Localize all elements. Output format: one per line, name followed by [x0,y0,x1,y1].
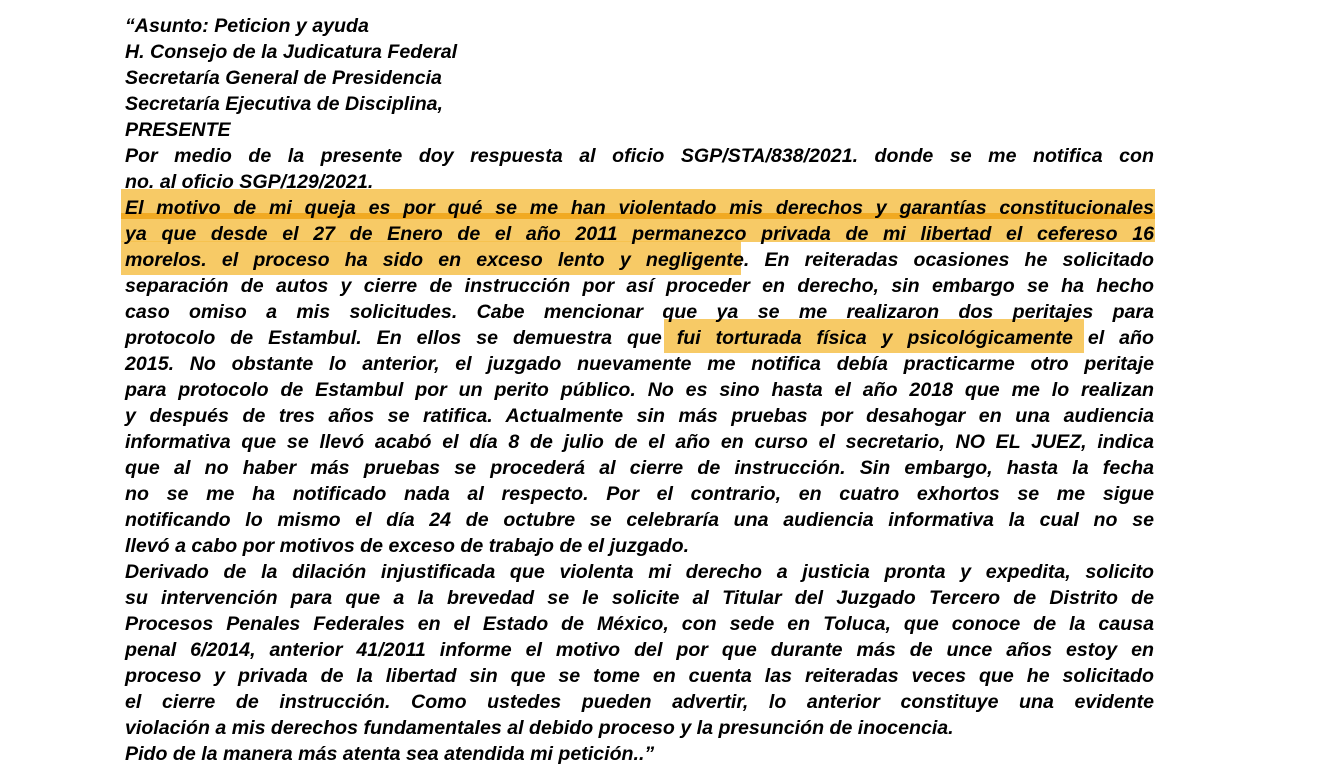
recipient-secretariat-discipline: Secretaría Ejecutiva de Disciplina, [125,93,444,115]
body-line: El motivo de mi queja es por qué se me han violentado mis derechos y garantías constitucionales [125,197,1154,219]
recipient-secretariat-general: Secretaría General de Presidencia [125,67,442,89]
body-line: ya que desde el 27 de Enero de el año 2011 permanezco privada de mi libertad el cefereso 16 [125,223,1154,245]
body-line: caso omiso a mis solicitudes. Cabe mencionar que ya se me realizaron dos peritajes para [125,301,1154,323]
recipient-council: H. Consejo de la Judicatura Federal [125,41,458,63]
body-line: Por medio de la presente doy respuesta al oficio SGP/STA/838/2021. donde se me notifica con [125,145,1154,167]
body-line: notificando lo mismo el día 24 de octubre se celebraría una audiencia informativa la cual no se [125,509,1154,531]
body-line: protocolo de Estambul. En ellos se demuestra que fui torturada física y psicológicamente el año [125,327,1154,349]
body-line: penal 6/2014, anterior 41/2011 informe el motivo del por que durante más de unce años estoy en [125,639,1154,661]
closing-line: Pido de la manera más atenta sea atendida mi petición..” [125,743,655,765]
body-line: su intervención para que a la brevedad se le solicite al Titular del Juzgado Tercero de Distrito de [125,587,1154,609]
body-line: Procesos Penales Federales en el Estado de México, con sede en Toluca, que conoce de la causa [125,613,1154,635]
subject-line: “Asunto: Peticion y ayuda [125,15,369,37]
body-line: 2015. No obstante lo anterior, el juzgado nuevamente me notifica debía practicarme otro peritaje [125,353,1154,375]
body-line: el cierre de instrucción. Como ustedes pueden advertir, lo anterior constituye una evidente [125,691,1154,713]
body-line: no se me ha notificado nada al respecto. Por el contrario, en cuatro exhortos se me sigue [125,483,1154,505]
body-line: proceso y privada de la libertad sin que se tome en cuenta las reiteradas veces que he solicitado [125,665,1154,687]
body-line: que al no haber más pruebas se procederá al cierre de instrucción. Sin embargo, hasta la fecha [125,457,1154,479]
body-line: llevó a cabo por motivos de exceso de trabajo de el juzgado. [125,535,690,557]
body-line: violación a mis derechos fundamentales al debido proceso y la presunción de inocencia. [125,717,954,739]
body-line: informativa que se llevó acabó el día 8 de julio de el año en curso el secretario, NO EL JUEZ, indica [125,431,1154,453]
body-line: separación de autos y cierre de instrucción por así proceder en derecho, sin embargo se ha hecho [125,275,1154,297]
body-line: y después de tres años se ratifica. Actualmente sin más pruebas por desahogar en una audiencia [125,405,1154,427]
body-line: para protocolo de Estambul por un perito público. No es sino hasta el año 2018 que me lo realizan [125,379,1154,401]
body-line: Derivado de la dilación injustificada que violenta mi derecho a justicia pronta y expedita, solicito [125,561,1154,583]
body-line: morelos. el proceso ha sido en exceso lento y negligente. En reiteradas ocasiones he solicitado [125,249,1154,271]
body-line: no. al oficio SGP/129/2021. [125,171,374,193]
recipient-presente: PRESENTE [125,119,231,141]
